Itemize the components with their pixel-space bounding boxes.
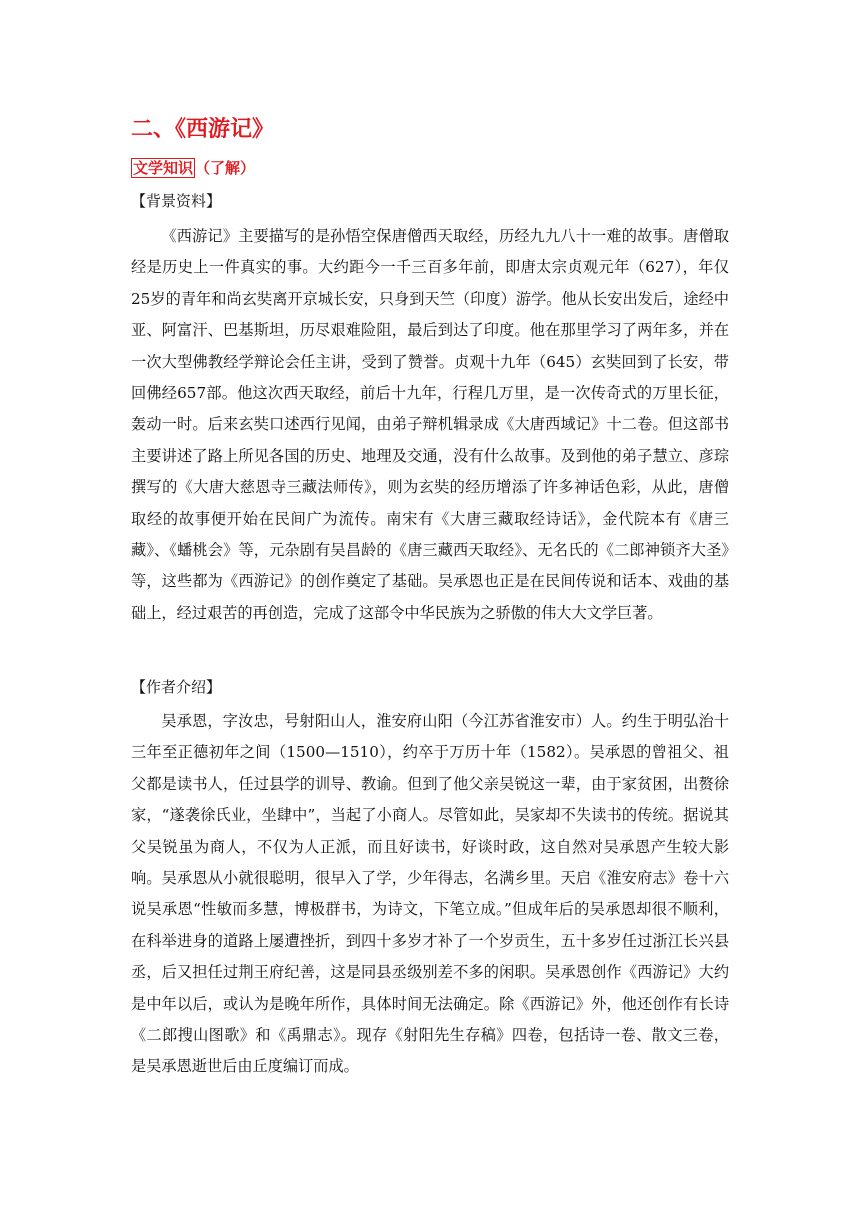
subheading xyxy=(131,157,255,178)
subheading-note: （了解） xyxy=(195,159,256,177)
boxed-subheading-label: 文学知识 xyxy=(133,159,194,177)
section-heading: 二、《西游记》 xyxy=(131,117,275,142)
author-label: 【作者介绍】 xyxy=(131,678,222,696)
author-paragraph: 吴承恩，字汝忠，号射阳山人，淮安府山阳（今江苏省淮安市）人。约生于明弘治十三年至正德初年之间（1500—1510），约卒于万历十年（1582）。吴承恩的曾祖父、祖父都是读书人，任过县学的训导、教谕。但到了他父亲吴锐这一辈，由于家贫困，出赘徐家，“遂袭徐氏业，坐肆中”，当起了小商人。尽管如此，吴家却不失读书的传统。据说其父吴锐虽为商人，不仅为人正派，而且好读书，好谈时政，这自然对吴承恩产生较大影响。吴承恩从小就很聪明，很早入了学，少年得志，名满乡里。天启《淮安府志》卷十六说吴承恩“性敏而多慧，博极群书，为诗文，下笔立成。”但成年后的吴承恩却很不顺利，在科举进身的道路上屡遭挫折，到四十多岁才补了一个岁贡生，五十多岁任过浙江长兴县丞，后又担任过荆王府纪善，这是同县丞级别差不多的闲职。吴承恩创作《西游记》大约是中年以后，或认为是晚年所作，具体时间无法确定。除《西游记》外，他还创作有长诗《二郎搜山图歌》和《禹鼎志》。现存《射阳先生存稿》四卷，包括诗一卷、散文三卷，是吴承恩逝世后由丘度编订而成。 xyxy=(131,712,729,1076)
background-paragraph: 《西游记》主要描写的是孙悟空保唐僧西天取经，历经九九八十一难的故事。唐僧取经是历史上一件真实的事。大约距今一千三百多年前，即唐太宗贞观元年（627），年仅25岁的青年和尚玄奘离开京城长安，只身到天竺（印度）游学。他从长安出发后，途经中亚、阿富汗、巴基斯坦，历尽艰难险阻，最后到达了印度。他在那里学习了两年多，并在一次大型佛教经学辩论会任主讲，受到了赞誉。贞观十九年（645）玄奘回到了长安，带回佛经657部。他这次西天取经，前后十九年，行程几万里，是一次传奇式的万里长征，轰动一时。后来玄奘口述西行见闻，由弟子辩机辑录成《大唐西域记》十二卷。但这部书主要讲述了路上所见各国的历史、地理及交通，没有什么故事。及到他的弟子慧立、彦琮撰写的《大唐大慈恩寺三藏法师传》，则为玄奘的经历增添了许多神话色彩，从此，唐僧取经的故事便开始在民间广为流传。南宋有《大唐三藏取经诗话》，金代院本有《唐三藏》、《蟠桃会》等，元杂剧有吴昌龄的《唐三藏西天取经》、无名氏的《二郎神锁齐大圣》等，这些都为《西游记》的创作奠定了基础。吴承恩也正是在民间传说和话本、戏曲的基础上，经过艰苦的再创造，完成了这部令中华民族为之骄傲的伟大大文学巨著。 xyxy=(131,227,729,622)
background-label: 【背景资料】 xyxy=(131,192,222,210)
